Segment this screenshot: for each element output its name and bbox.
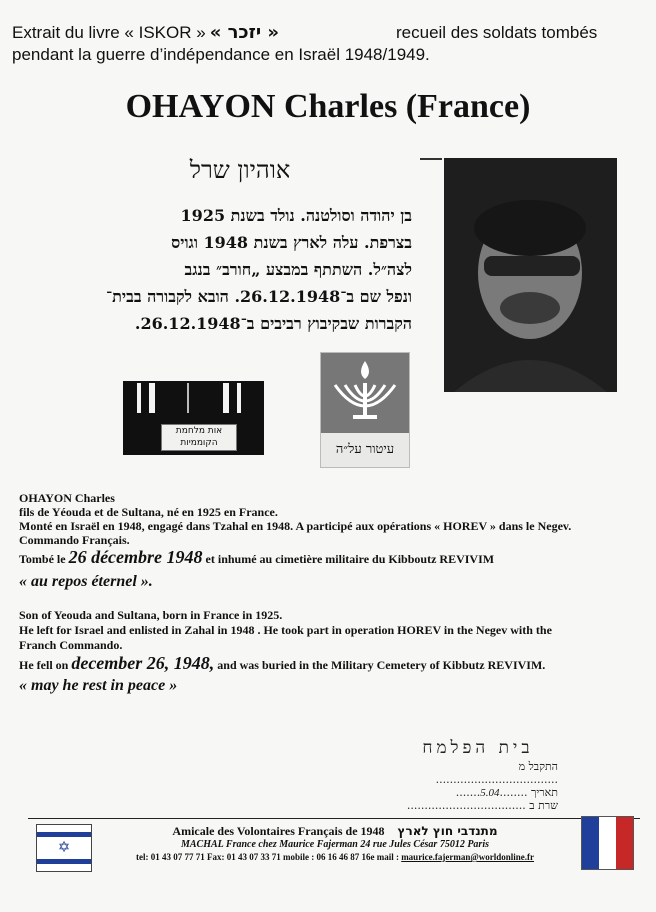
hebrew-name: אוהיון שרל	[189, 156, 291, 184]
footer-phones: tel: 01 43 07 77 71 Fax: 01 43 07 33 71 mobile : 06 16 46 87 16e mail :	[135, 852, 399, 862]
archive-stamp	[398, 738, 558, 812]
portrait-photo	[444, 158, 617, 392]
divider-mark	[420, 158, 442, 160]
footer-contact	[95, 852, 575, 862]
france-flag-icon	[581, 816, 634, 870]
hebrew-line: בצרפת. עלה לארץ בשנת 1948 וגויס	[171, 233, 412, 252]
portrait-illustration	[444, 158, 617, 392]
menorah-icon	[321, 353, 409, 433]
emblem-caption: עיטור על״ה	[335, 442, 395, 457]
source-header	[12, 22, 648, 66]
stamp-date: תאריך ........5.04.......	[455, 786, 558, 799]
footer-org-name: Amicale des Volontaires Français de 1948	[172, 824, 385, 838]
footer-email-link[interactable]: maurice.fajerman@worldonline.fr	[401, 852, 535, 862]
french-fell-prefix: Tombé le	[19, 552, 66, 566]
french-fell-suffix: et inhumé au cimetière militaire du Kibboutz REVIVIM	[205, 552, 495, 566]
ribbon-caption: אות מלחמת הקוממיות	[161, 424, 237, 451]
israel-flag-icon: ✡	[36, 824, 92, 872]
footer-divider	[28, 818, 640, 819]
header-collection: recueil des soldats tombés	[396, 23, 598, 42]
stamp-received: התקבל מ ...................................	[435, 760, 558, 786]
header-book-ref: Extrait du livre « ISKOR »	[12, 23, 206, 42]
hebrew-line: ונפל שם ב־26.12.1948. הובא לקבורה בבית־	[106, 287, 412, 306]
english-fell-date: december 26, 1948,	[71, 653, 215, 673]
hebrew-line: לצה״ל. השתתף במבצע „חורב״ בנגב	[184, 260, 412, 279]
hebrew-line: הקברות שבקיבוץ רביבים ב־26.12.1948.	[134, 314, 412, 333]
english-fell-line	[19, 655, 545, 673]
english-fell-prefix: He fell on	[19, 658, 69, 672]
english-rest: « may he rest in peace »	[19, 677, 178, 694]
header-line-2: pendant la guerre d’indépendance en Israël 1948/1949.	[12, 45, 430, 64]
footer-address: MACHAL France chez Maurice Fajerman 24 rue Jules César 75012 Paris	[181, 839, 489, 850]
footer-org	[95, 824, 575, 839]
english-line-2: He left for Israel and enlisted in Zahal in 1948 . He took part in operation HOREV in the Negev with the	[19, 623, 552, 637]
stamp-title: בית הפלמח	[422, 738, 534, 758]
english-line-3: Franch Commando.	[19, 638, 123, 652]
french-line-2: Monté en Israël en 1948, engagé dans Tzahal en 1948. A participé aux opérations « HOREV » dans le Negev.	[19, 519, 572, 533]
menorah-emblem	[320, 352, 410, 468]
french-line-3: Commando Français.	[19, 533, 130, 547]
hebrew-line: בן יהודה וסולטנה. נולד בשנת 1925	[180, 206, 412, 225]
header-hebrew-title: « יזכר »	[209, 22, 280, 43]
english-line-1: Son of Yeouda and Sultana, born in France in 1925.	[19, 608, 283, 622]
french-rest: « au repos éternel ».	[19, 573, 153, 590]
campaign-ribbon	[123, 381, 264, 455]
hebrew-biography	[40, 202, 412, 337]
french-fell-date: 26 décembre 1948	[68, 547, 203, 567]
french-line-1: fils de Yéouda et de Sultana, né en 1925 en France.	[19, 505, 278, 519]
english-fell-suffix: and was buried in the Military Cemetery of Kibbutz REVIVIM.	[217, 658, 546, 672]
footer-org-hebrew: מתנדבי חוץ לארץ	[397, 824, 498, 838]
stamp-shelf: שרת ב ..................................	[406, 799, 558, 812]
french-name: OHAYON Charles	[19, 491, 115, 505]
french-fell-line	[19, 549, 494, 567]
page-title: OHAYON Charles (France)	[125, 88, 531, 125]
